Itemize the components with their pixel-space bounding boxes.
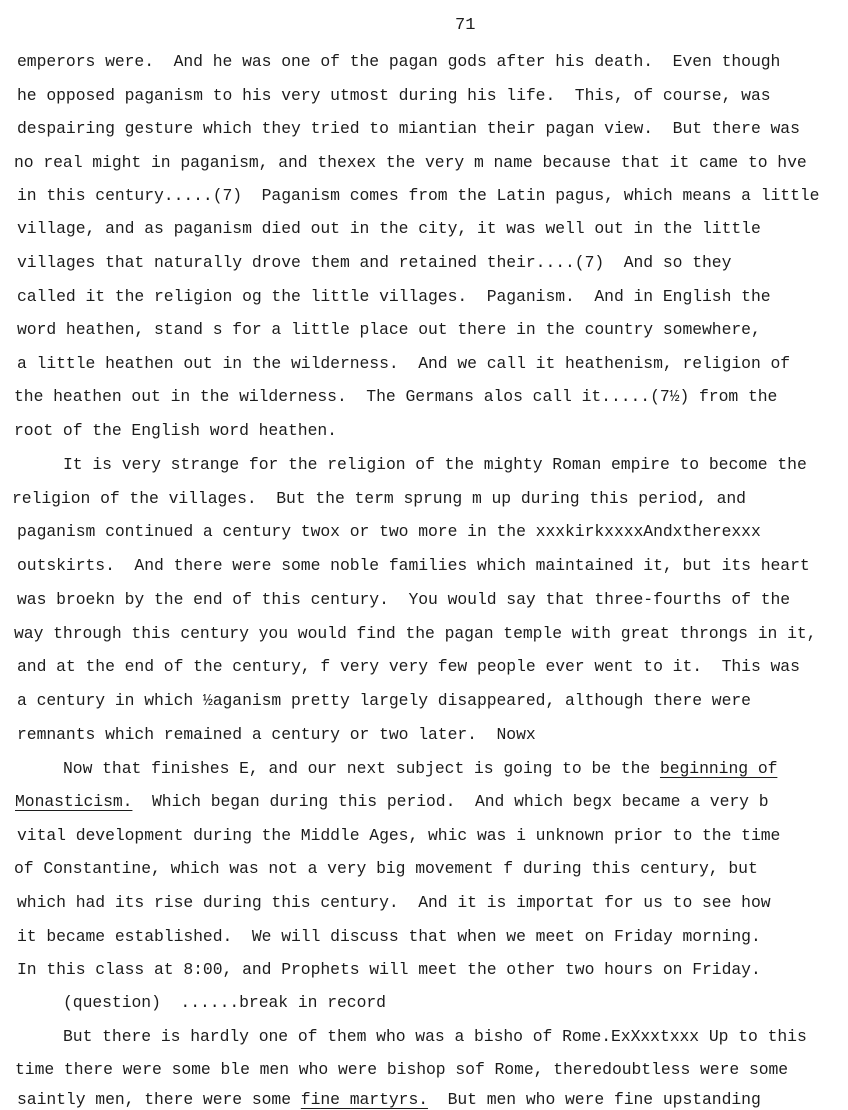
- text-line: it became established. We will discuss that when we meet on Friday morning.: [17, 927, 761, 946]
- text-line: In this class at 8:00, and Prophets will meet the other two hours on Friday.: [17, 960, 761, 979]
- text-line: way through this century you would find the pagan temple with great throngs in it,: [14, 624, 817, 643]
- text-line: emperors were. And he was one of the pagan gods after his death. Even though: [17, 52, 781, 71]
- text-line: no real might in paganism, and thexex the very m name because that it came to hve: [14, 153, 807, 172]
- text-line: religion of the villages. But the term sprung m up during this period, and: [12, 489, 746, 508]
- text-segment: Which began during this period. And which begx became a very b: [132, 792, 769, 811]
- text-line: [63, 759, 777, 779]
- text-line: called it the religion og the little villages. Paganism. And in English the: [17, 287, 771, 306]
- text-line: in this century.....(7) Paganism comes from the Latin pagus, which means a little: [17, 186, 820, 205]
- underlined-text: Monasticism.: [15, 792, 133, 811]
- text-line: of Constantine, which was not a very big movement f during this century, but: [14, 859, 758, 878]
- text-line: a century in which ½aganism pretty largely disappeared, although there were: [17, 691, 751, 710]
- text-line: (question) ......break in record: [63, 993, 386, 1012]
- text-line: outskirts. And there were some noble families which maintained it, but its heart: [17, 556, 810, 575]
- text-line: despairing gesture which they tried to miantian their pagan view. But there was: [17, 119, 800, 138]
- underlined-text: fine martyrs.: [300, 1090, 429, 1109]
- text-segment: But men who were fine upstanding: [428, 1090, 761, 1109]
- text-line: was broekn by the end of this century. You would say that three-fourths of the: [17, 590, 791, 609]
- text-line: and at the end of the century, f very very few people ever went to it. This was: [17, 657, 800, 676]
- text-line: a little heathen out in the wilderness. And we call it heathenism, religion of: [17, 354, 791, 373]
- text-line: villages that naturally drove them and retained their....(7) And so they: [17, 253, 732, 272]
- underlined-text: beginning of: [659, 759, 778, 778]
- text-line: time there were some ble men who were bishop sof Rome, theredoubtless were some: [15, 1060, 789, 1079]
- page-number: 71: [455, 16, 476, 35]
- text-line: But there is hardly one of them who was a bisho of Rome.ExXxxtxxx Up to this: [63, 1027, 807, 1046]
- text-line: remnants which remained a century or two later. Nowx: [17, 725, 536, 744]
- text-line: [17, 1090, 761, 1110]
- text-line: It is very strange for the religion of the mighty Roman empire to become the: [63, 455, 807, 474]
- text-segment: saintly men, there were some: [17, 1090, 301, 1109]
- text-line: vital development during the Middle Ages, whic was i unknown prior to the time: [17, 826, 781, 845]
- text-segment: Now that finishes E, and our next subject is going to be the: [63, 759, 660, 778]
- text-line: he opposed paganism to his very utmost during his life. This, of course, was: [17, 86, 771, 105]
- text-line: the heathen out in the wilderness. The Germans alos call it.....(7½) from the: [14, 387, 778, 406]
- text-line: word heathen, stand s for a little place out there in the country somewhere,: [17, 320, 761, 339]
- text-line: [15, 792, 769, 812]
- text-line: village, and as paganism died out in the city, it was well out in the little: [17, 219, 761, 238]
- text-line: which had its rise during this century. And it is importat for us to see how: [17, 893, 771, 912]
- text-line: root of the English word heathen.: [14, 421, 337, 440]
- text-line: paganism continued a century twox or two more in the xxxkirkxxxxAndxtherexxx: [17, 522, 761, 541]
